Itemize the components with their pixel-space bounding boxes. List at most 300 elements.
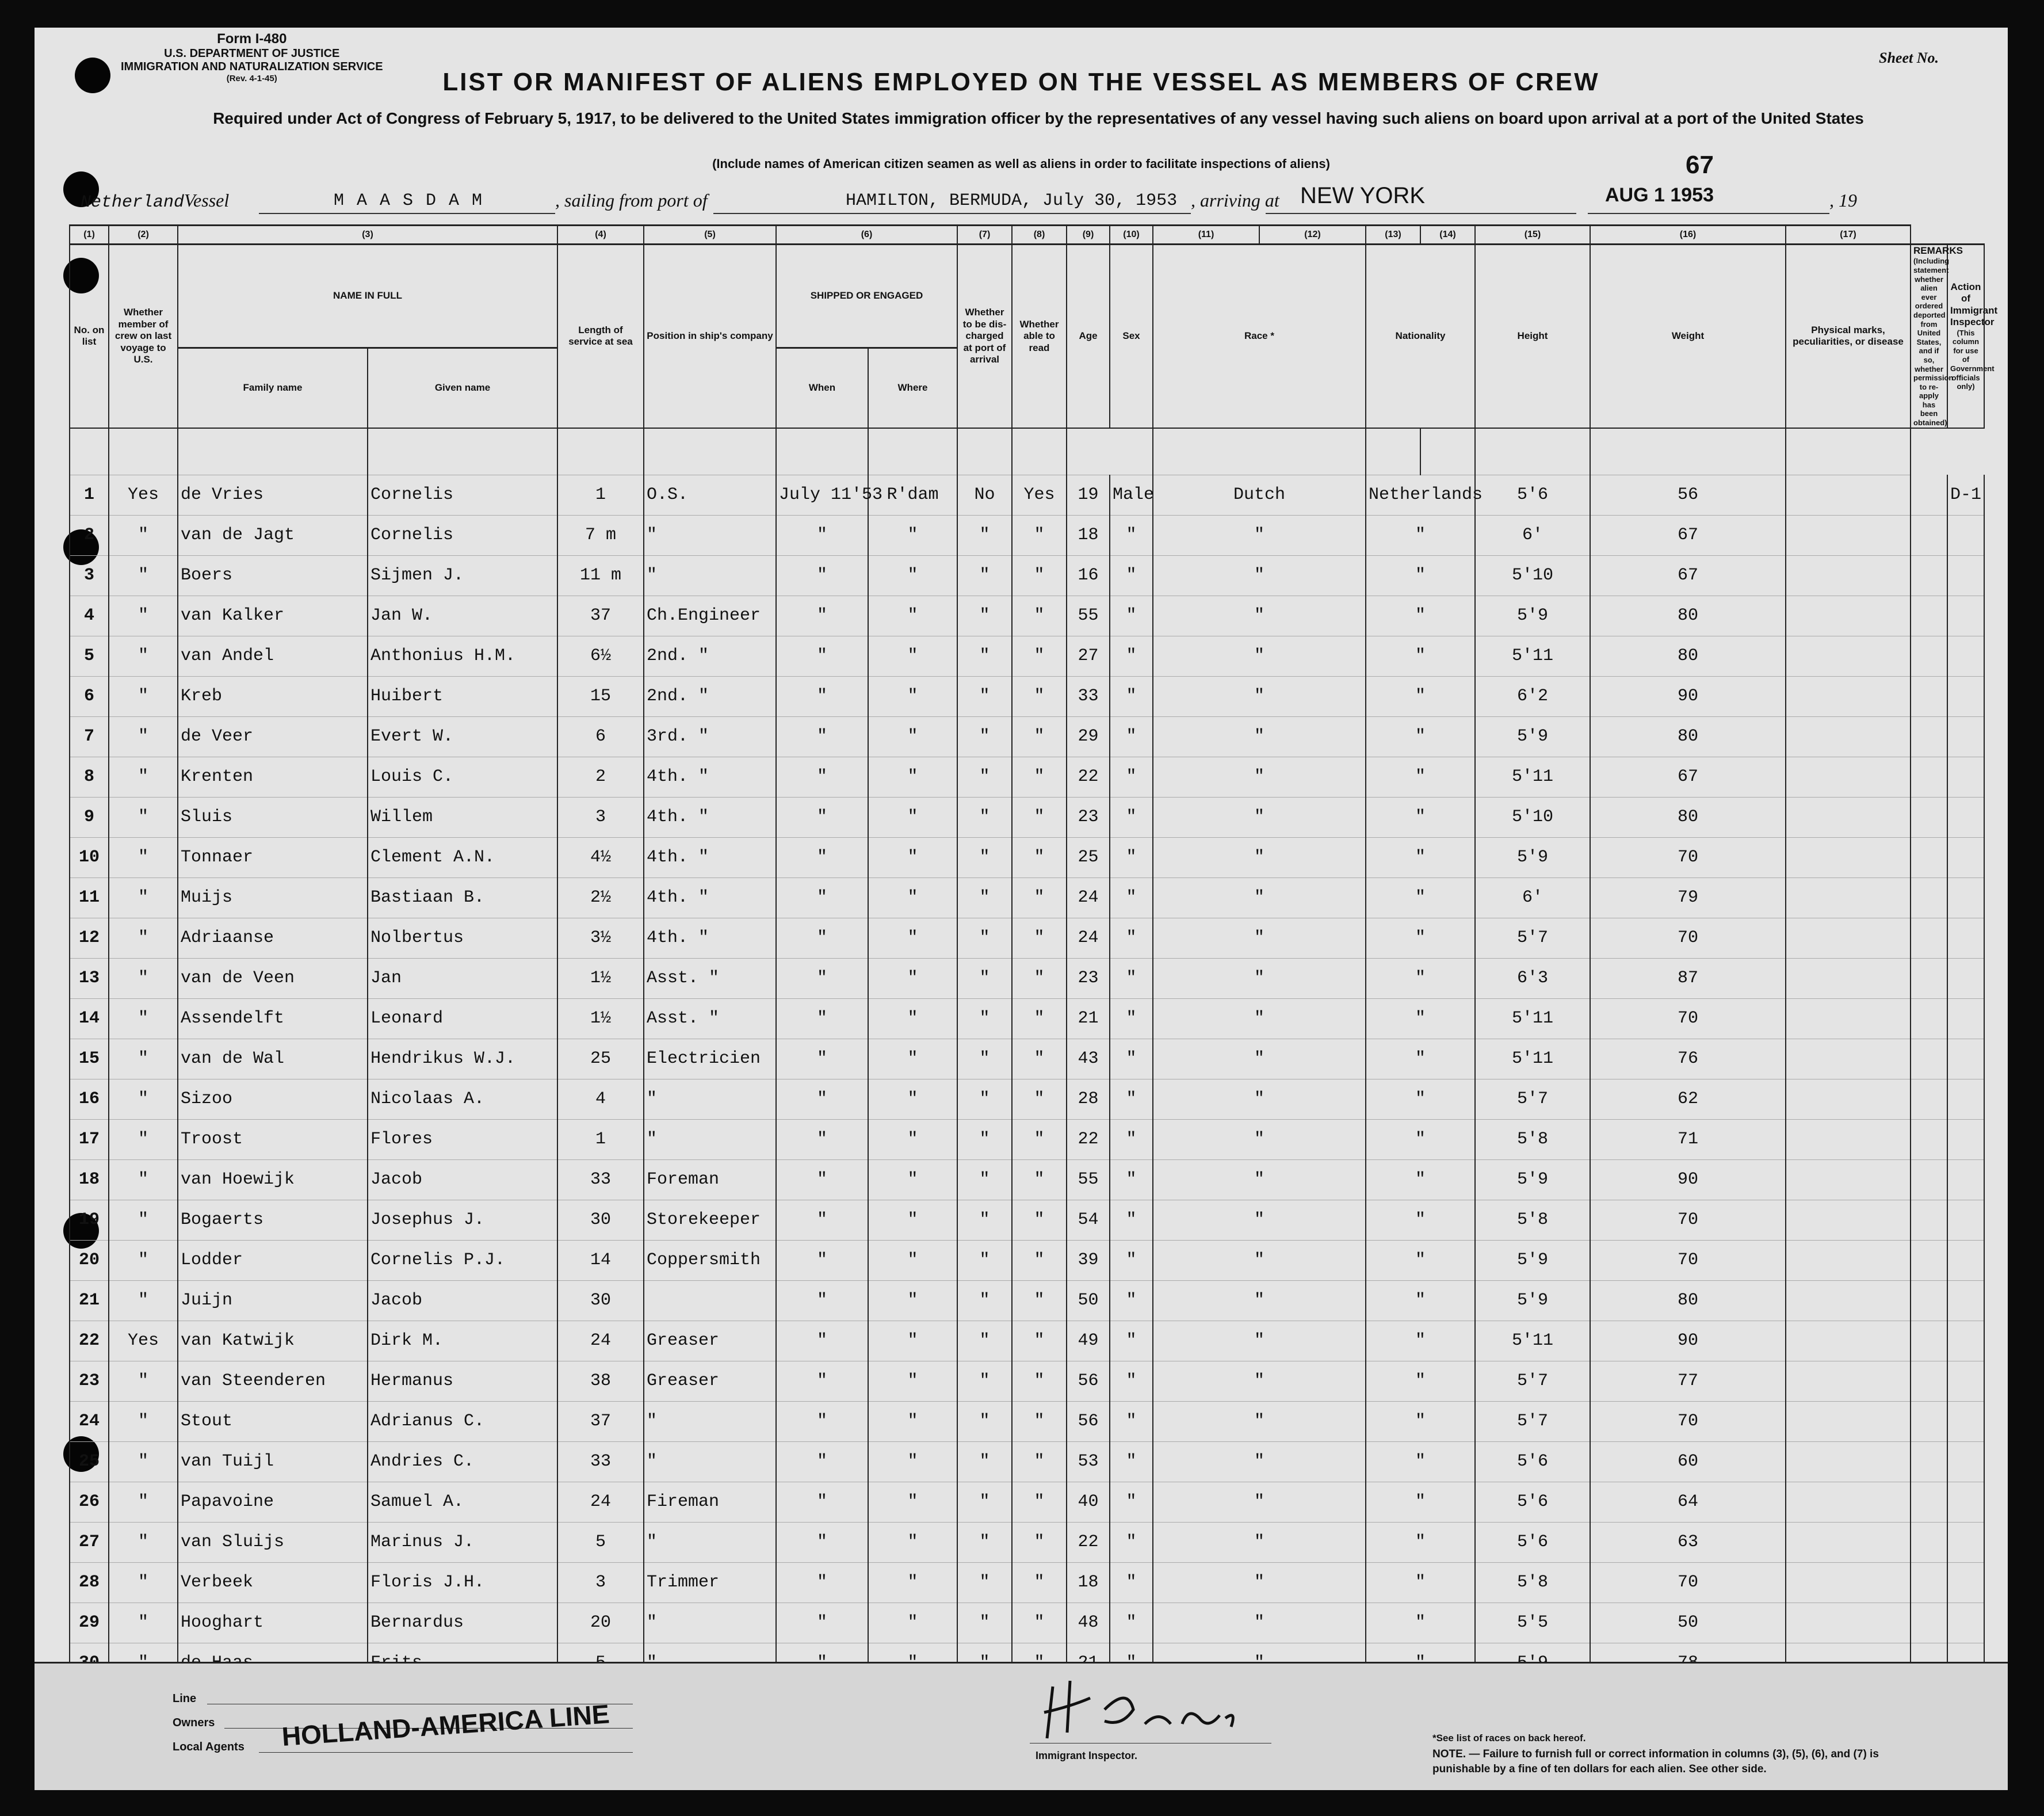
nationality-cell: " bbox=[1366, 1079, 1475, 1119]
shipped-when-cell: " bbox=[776, 1603, 868, 1643]
physical-marks-cell bbox=[1786, 1401, 1911, 1441]
family-name-cell: Verbeek bbox=[178, 1562, 368, 1603]
sex-cell: " bbox=[1110, 1079, 1153, 1119]
age-cell: 18 bbox=[1067, 515, 1110, 555]
last-voyage-cell: " bbox=[109, 1361, 178, 1401]
remarks-cell bbox=[1911, 998, 1947, 1039]
action-cell bbox=[1947, 1039, 1984, 1079]
shipped-where-cell: " bbox=[868, 636, 957, 676]
shipped-where-cell: " bbox=[868, 1280, 957, 1321]
given-name-cell: Hermanus bbox=[368, 1361, 557, 1401]
able-to-read-cell: " bbox=[1012, 797, 1067, 837]
position-cell: O.S. bbox=[644, 475, 776, 515]
able-to-read-cell: " bbox=[1012, 1441, 1067, 1482]
table-row bbox=[70, 716, 1984, 757]
physical-marks-cell bbox=[1786, 596, 1911, 636]
column-number-row bbox=[70, 226, 1984, 245]
physical-marks-cell bbox=[1786, 1240, 1911, 1280]
action-cell bbox=[1947, 1603, 1984, 1643]
weight-cell: 80 bbox=[1590, 716, 1786, 757]
shipped-where-cell: " bbox=[868, 1039, 957, 1079]
physical-marks-cell bbox=[1786, 1522, 1911, 1562]
shipped-when-cell: " bbox=[776, 1361, 868, 1401]
shipped-when-cell: " bbox=[776, 716, 868, 757]
race-cell: " bbox=[1153, 1280, 1366, 1321]
service-length-cell: 1 bbox=[557, 1119, 644, 1159]
able-to-read-cell: " bbox=[1012, 1079, 1067, 1119]
position-cell: Storekeeper bbox=[644, 1200, 776, 1240]
shipped-when-cell: " bbox=[776, 1522, 868, 1562]
nationality-cell: " bbox=[1366, 1321, 1475, 1361]
family-name-cell: van Kalker bbox=[178, 596, 368, 636]
position-cell: " bbox=[644, 1603, 776, 1643]
header-physical-marks: Physical marks, peculiarities, or disease bbox=[1786, 245, 1911, 428]
given-name-cell: Louis C. bbox=[368, 757, 557, 797]
physical-marks-cell bbox=[1786, 1482, 1911, 1522]
action-cell bbox=[1947, 596, 1984, 636]
height-cell: 5'9 bbox=[1475, 596, 1590, 636]
sex-cell: Male bbox=[1110, 475, 1153, 515]
action-cell bbox=[1947, 797, 1984, 837]
action-cell: D-1 bbox=[1947, 475, 1984, 515]
remarks-cell bbox=[1911, 1200, 1947, 1240]
table-row bbox=[70, 676, 1984, 716]
row-number: 14 bbox=[70, 998, 109, 1039]
remarks-cell bbox=[1911, 555, 1947, 596]
shipped-where-cell: " bbox=[868, 837, 957, 878]
age-cell: 23 bbox=[1067, 958, 1110, 998]
family-name-cell: Stout bbox=[178, 1401, 368, 1441]
able-to-read-cell: " bbox=[1012, 1240, 1067, 1280]
port-of-departure: HAMILTON, BERMUDA, July 30, 1953 bbox=[846, 191, 1178, 211]
given-name-cell: Willem bbox=[368, 797, 557, 837]
able-to-read-cell: " bbox=[1012, 878, 1067, 918]
action-cell bbox=[1947, 636, 1984, 676]
height-cell: 5'11 bbox=[1475, 998, 1590, 1039]
header-remarks bbox=[1911, 245, 1963, 428]
nationality-cell: " bbox=[1366, 1361, 1475, 1401]
able-to-read-cell: " bbox=[1012, 636, 1067, 676]
action-cell bbox=[1947, 1361, 1984, 1401]
row-number: 6 bbox=[70, 676, 109, 716]
remarks-cell bbox=[1911, 1603, 1947, 1643]
discharged-cell: " bbox=[957, 1603, 1012, 1643]
age-cell: 33 bbox=[1067, 676, 1110, 716]
height-cell: 5'7 bbox=[1475, 918, 1590, 958]
row-number: 20 bbox=[70, 1240, 109, 1280]
crew-rows bbox=[70, 428, 1984, 1684]
able-to-read-cell: " bbox=[1012, 596, 1067, 636]
sex-cell: " bbox=[1110, 797, 1153, 837]
physical-marks-cell bbox=[1786, 676, 1911, 716]
header-weight: Weight bbox=[1590, 245, 1786, 428]
last-voyage-cell: " bbox=[109, 998, 178, 1039]
shipped-when-cell: " bbox=[776, 1562, 868, 1603]
family-name-cell: van Steenderen bbox=[178, 1361, 368, 1401]
row-number: 1 bbox=[70, 475, 109, 515]
nationality-cell: " bbox=[1366, 636, 1475, 676]
row-number: 2 bbox=[70, 515, 109, 555]
discharged-cell: " bbox=[957, 918, 1012, 958]
line-stamp: HOLLAND-AMERICA LINE bbox=[281, 1699, 611, 1752]
table-row bbox=[70, 1240, 1984, 1280]
shipped-when-cell: " bbox=[776, 1240, 868, 1280]
row-number: 3 bbox=[70, 555, 109, 596]
row-number: 17 bbox=[70, 1119, 109, 1159]
nationality-cell: " bbox=[1366, 555, 1475, 596]
physical-marks-cell bbox=[1786, 1119, 1911, 1159]
table-row bbox=[70, 958, 1984, 998]
discharged-cell: " bbox=[957, 515, 1012, 555]
row-number: 16 bbox=[70, 1079, 109, 1119]
last-voyage-cell: " bbox=[109, 555, 178, 596]
underline bbox=[259, 213, 555, 214]
race-cell: " bbox=[1153, 837, 1366, 878]
race-cell: " bbox=[1153, 636, 1366, 676]
family-name-cell: Tonnaer bbox=[178, 837, 368, 878]
service-length-cell: 2½ bbox=[557, 878, 644, 918]
row-number: 4 bbox=[70, 596, 109, 636]
sex-cell: " bbox=[1110, 1119, 1153, 1159]
discharged-cell: " bbox=[957, 1482, 1012, 1522]
last-voyage-cell: " bbox=[109, 1441, 178, 1482]
height-cell: 5'6 bbox=[1475, 1441, 1590, 1482]
table-row bbox=[70, 918, 1984, 958]
arrival-date-stamp: AUG 1 1953 bbox=[1605, 184, 1714, 206]
discharged-cell: " bbox=[957, 1079, 1012, 1119]
action-cell bbox=[1947, 1441, 1984, 1482]
header-action bbox=[1947, 245, 1998, 428]
family-name-cell: van de Wal bbox=[178, 1039, 368, 1079]
age-cell: 27 bbox=[1067, 636, 1110, 676]
column-number: (17) bbox=[1786, 226, 1911, 245]
height-cell: 5'8 bbox=[1475, 1200, 1590, 1240]
weight-cell: 67 bbox=[1590, 555, 1786, 596]
given-name-cell: Adrianus C. bbox=[368, 1401, 557, 1441]
nationality-cell: " bbox=[1366, 797, 1475, 837]
remarks-cell bbox=[1911, 1280, 1947, 1321]
physical-marks-cell bbox=[1786, 837, 1911, 878]
row-number: 15 bbox=[70, 1039, 109, 1079]
position-cell: Trimmer bbox=[644, 1562, 776, 1603]
action-cell bbox=[1947, 1240, 1984, 1280]
nationality-cell: " bbox=[1366, 918, 1475, 958]
height-cell: 5'6 bbox=[1475, 475, 1590, 515]
underline bbox=[713, 213, 1191, 214]
weight-cell: 77 bbox=[1590, 1361, 1786, 1401]
table-row bbox=[70, 1280, 1984, 1321]
able-to-read-cell: " bbox=[1012, 1562, 1067, 1603]
row-number: 24 bbox=[70, 1401, 109, 1441]
shipped-where-cell: " bbox=[868, 797, 957, 837]
race-cell: " bbox=[1153, 1079, 1366, 1119]
discharged-cell: " bbox=[957, 1361, 1012, 1401]
discharged-cell: " bbox=[957, 757, 1012, 797]
underline bbox=[1266, 213, 1576, 214]
shipped-where-cell: " bbox=[868, 1401, 957, 1441]
physical-marks-cell bbox=[1786, 1441, 1911, 1482]
race-cell: " bbox=[1153, 797, 1366, 837]
race-cell: " bbox=[1153, 998, 1366, 1039]
header-sex: Sex bbox=[1110, 245, 1153, 428]
family-name-cell: Bogaerts bbox=[178, 1200, 368, 1240]
vessel-label: Vessel bbox=[184, 190, 230, 211]
fine-note: NOTE. — Failure to furnish full or correct information in columns (3), (5), (6), and (7) is punishable by a fine of ten dollars for each alien. See other side. bbox=[1432, 1748, 1879, 1775]
underline bbox=[259, 1752, 633, 1753]
weight-cell: 67 bbox=[1590, 515, 1786, 555]
shipped-where-cell: " bbox=[868, 1240, 957, 1280]
local-agents-label: Local Agents bbox=[173, 1741, 244, 1753]
given-name-cell: Jacob bbox=[368, 1280, 557, 1321]
given-name-cell: Josephus J. bbox=[368, 1200, 557, 1240]
action-cell bbox=[1947, 1200, 1984, 1240]
row-number: 8 bbox=[70, 757, 109, 797]
column-number: (5) bbox=[644, 226, 776, 245]
sex-cell: " bbox=[1110, 837, 1153, 878]
table-row bbox=[70, 1361, 1984, 1401]
action-cell bbox=[1947, 1562, 1984, 1603]
physical-marks-cell bbox=[1786, 1079, 1911, 1119]
service-length-cell: 7 m bbox=[557, 515, 644, 555]
action-cell bbox=[1947, 555, 1984, 596]
shipped-where-cell: " bbox=[868, 878, 957, 918]
remarks-cell bbox=[1911, 958, 1947, 998]
shipped-when-cell: " bbox=[776, 555, 868, 596]
height-cell: 5'7 bbox=[1475, 1401, 1590, 1441]
discharged-cell: " bbox=[957, 676, 1012, 716]
nationality-cell: " bbox=[1366, 716, 1475, 757]
table-row bbox=[70, 837, 1984, 878]
header-height: Height bbox=[1475, 245, 1590, 428]
age-cell: 55 bbox=[1067, 596, 1110, 636]
given-name-cell: Clement A.N. bbox=[368, 837, 557, 878]
action-cell bbox=[1947, 1159, 1984, 1200]
table-row bbox=[70, 636, 1984, 676]
remarks-cell bbox=[1911, 757, 1947, 797]
race-cell: " bbox=[1153, 555, 1366, 596]
service-length-cell: 15 bbox=[557, 676, 644, 716]
position-cell: 4th. " bbox=[644, 797, 776, 837]
position-cell: Electricien bbox=[644, 1039, 776, 1079]
age-cell: 39 bbox=[1067, 1240, 1110, 1280]
discharged-cell: " bbox=[957, 998, 1012, 1039]
able-to-read-cell: " bbox=[1012, 716, 1067, 757]
service-length-cell: 37 bbox=[557, 596, 644, 636]
physical-marks-cell bbox=[1786, 555, 1911, 596]
physical-marks-cell bbox=[1786, 1280, 1911, 1321]
discharged-cell: " bbox=[957, 596, 1012, 636]
physical-marks-cell bbox=[1786, 716, 1911, 757]
service-length-cell: 2 bbox=[557, 757, 644, 797]
given-name-cell: Cornelis bbox=[368, 515, 557, 555]
weight-cell: 56 bbox=[1590, 475, 1786, 515]
height-cell: 5'10 bbox=[1475, 797, 1590, 837]
table-row bbox=[70, 998, 1984, 1039]
remarks-cell bbox=[1911, 1522, 1947, 1562]
age-cell: 22 bbox=[1067, 1119, 1110, 1159]
shipped-when-cell: " bbox=[776, 757, 868, 797]
able-to-read-cell: " bbox=[1012, 1321, 1067, 1361]
table-row bbox=[70, 1159, 1984, 1200]
position-cell: 4th. " bbox=[644, 878, 776, 918]
service-length-cell: 25 bbox=[557, 1039, 644, 1079]
row-number: 23 bbox=[70, 1361, 109, 1401]
discharged-cell: No bbox=[957, 475, 1012, 515]
height-cell: 5'6 bbox=[1475, 1482, 1590, 1522]
height-cell: 5'9 bbox=[1475, 716, 1590, 757]
position-cell: 2nd. " bbox=[644, 676, 776, 716]
remarks-cell bbox=[1911, 676, 1947, 716]
nationality-cell: " bbox=[1366, 515, 1475, 555]
action-cell bbox=[1947, 1119, 1984, 1159]
service-length-cell: 30 bbox=[557, 1280, 644, 1321]
age-cell: 24 bbox=[1067, 878, 1110, 918]
weight-cell: 70 bbox=[1590, 998, 1786, 1039]
age-cell: 50 bbox=[1067, 1280, 1110, 1321]
row-number: 13 bbox=[70, 958, 109, 998]
last-voyage-cell: Yes bbox=[109, 475, 178, 515]
column-number: (10) bbox=[1110, 226, 1153, 245]
family-name-cell: de Veer bbox=[178, 716, 368, 757]
last-voyage-cell: " bbox=[109, 757, 178, 797]
shipped-when-cell: " bbox=[776, 1039, 868, 1079]
given-name-cell: Flores bbox=[368, 1119, 557, 1159]
header-no-on-list: No. on list bbox=[70, 245, 109, 428]
weight-cell: 70 bbox=[1590, 1401, 1786, 1441]
remarks-cell bbox=[1911, 716, 1947, 757]
height-cell: 5'7 bbox=[1475, 1361, 1590, 1401]
physical-marks-cell bbox=[1786, 878, 1911, 918]
header-family-name: Family name bbox=[178, 348, 368, 428]
column-number: (13) bbox=[1366, 226, 1420, 245]
height-cell: 5'11 bbox=[1475, 1321, 1590, 1361]
age-cell: 28 bbox=[1067, 1079, 1110, 1119]
race-cell: " bbox=[1153, 716, 1366, 757]
header-length-service: Length of service at sea bbox=[557, 245, 644, 428]
last-voyage-cell: " bbox=[109, 636, 178, 676]
discharged-cell: " bbox=[957, 1039, 1012, 1079]
weight-cell: 62 bbox=[1590, 1079, 1786, 1119]
remarks-cell bbox=[1911, 837, 1947, 878]
weight-cell: 70 bbox=[1590, 837, 1786, 878]
remarks-cell bbox=[1911, 1441, 1947, 1482]
table-row bbox=[70, 1401, 1984, 1441]
position-cell: 2nd. " bbox=[644, 636, 776, 676]
shipped-where-cell: " bbox=[868, 515, 957, 555]
race-cell: " bbox=[1153, 918, 1366, 958]
race-cell: " bbox=[1153, 1361, 1366, 1401]
nationality-cell: " bbox=[1366, 958, 1475, 998]
able-to-read-cell: " bbox=[1012, 757, 1067, 797]
sex-cell: " bbox=[1110, 1240, 1153, 1280]
given-name-cell: Nicolaas A. bbox=[368, 1079, 557, 1119]
table-row bbox=[70, 797, 1984, 837]
weight-cell: 71 bbox=[1590, 1119, 1786, 1159]
last-voyage-cell: " bbox=[109, 958, 178, 998]
action-cell bbox=[1947, 1280, 1984, 1321]
action-title: Action of Immigrant Inspector bbox=[1950, 281, 1998, 328]
list-number: 67 bbox=[1686, 151, 1714, 179]
race-cell: " bbox=[1153, 1401, 1366, 1441]
discharged-cell: " bbox=[957, 1522, 1012, 1562]
table-row bbox=[70, 475, 1984, 515]
service-length-cell: 1½ bbox=[557, 958, 644, 998]
sex-cell: " bbox=[1110, 1039, 1153, 1079]
row-number: 22 bbox=[70, 1321, 109, 1361]
row-number: 9 bbox=[70, 797, 109, 837]
sex-cell: " bbox=[1110, 878, 1153, 918]
inspector-label: Immigrant Inspector. bbox=[1036, 1750, 1138, 1761]
physical-marks-cell bbox=[1786, 918, 1911, 958]
given-name-cell: Evert W. bbox=[368, 716, 557, 757]
family-name-cell: van Andel bbox=[178, 636, 368, 676]
nationality-cell: " bbox=[1366, 1441, 1475, 1482]
service-length-cell: 4½ bbox=[557, 837, 644, 878]
shipped-when-cell: " bbox=[776, 837, 868, 878]
row-number: 25 bbox=[70, 1441, 109, 1482]
vessel-flag: Netherland bbox=[81, 193, 185, 212]
shipped-where-cell: " bbox=[868, 757, 957, 797]
position-cell: " bbox=[644, 1079, 776, 1119]
column-number: (1) bbox=[70, 226, 109, 245]
service-length-cell: 30 bbox=[557, 1200, 644, 1240]
race-cell: " bbox=[1153, 1321, 1366, 1361]
physical-marks-cell bbox=[1786, 1603, 1911, 1643]
discharged-cell: " bbox=[957, 1562, 1012, 1603]
sex-cell: " bbox=[1110, 1159, 1153, 1200]
header-position: Position in ship's company bbox=[644, 245, 776, 428]
table-row bbox=[70, 1079, 1984, 1119]
shipped-where-cell: " bbox=[868, 998, 957, 1039]
position-cell: 4th. " bbox=[644, 837, 776, 878]
family-name-cell: Sizoo bbox=[178, 1079, 368, 1119]
sex-cell: " bbox=[1110, 757, 1153, 797]
height-cell: 6' bbox=[1475, 515, 1590, 555]
position-cell: " bbox=[644, 1401, 776, 1441]
table-row bbox=[70, 596, 1984, 636]
nationality-cell: " bbox=[1366, 1562, 1475, 1603]
shipped-when-cell: " bbox=[776, 958, 868, 998]
action-cell bbox=[1947, 1401, 1984, 1441]
service-length-cell: 20 bbox=[557, 1603, 644, 1643]
sex-cell: " bbox=[1110, 1200, 1153, 1240]
nationality-cell: " bbox=[1366, 1280, 1475, 1321]
nationality-cell: " bbox=[1366, 676, 1475, 716]
sheet-number-label: Sheet No. bbox=[1879, 49, 1939, 66]
physical-marks-cell bbox=[1786, 757, 1911, 797]
discharged-cell: " bbox=[957, 555, 1012, 596]
age-cell: 40 bbox=[1067, 1482, 1110, 1522]
last-voyage-cell: " bbox=[109, 1039, 178, 1079]
given-name-cell: Bastiaan B. bbox=[368, 878, 557, 918]
nationality-cell: " bbox=[1366, 757, 1475, 797]
physical-marks-cell bbox=[1786, 636, 1911, 676]
given-name-cell: Sijmen J. bbox=[368, 555, 557, 596]
table-row bbox=[70, 1522, 1984, 1562]
column-number: (7) bbox=[957, 226, 1012, 245]
service-length-cell: 3 bbox=[557, 1562, 644, 1603]
race-cell: " bbox=[1153, 1159, 1366, 1200]
shipped-where-cell: " bbox=[868, 1321, 957, 1361]
last-voyage-cell: " bbox=[109, 837, 178, 878]
last-voyage-cell: " bbox=[109, 1079, 178, 1119]
column-number: (11) bbox=[1153, 226, 1259, 245]
shipped-where-cell: " bbox=[868, 1079, 957, 1119]
given-name-cell: Andries C. bbox=[368, 1441, 557, 1482]
discharged-cell: " bbox=[957, 1280, 1012, 1321]
race-cell: " bbox=[1153, 1200, 1366, 1240]
age-cell: 19 bbox=[1067, 475, 1110, 515]
